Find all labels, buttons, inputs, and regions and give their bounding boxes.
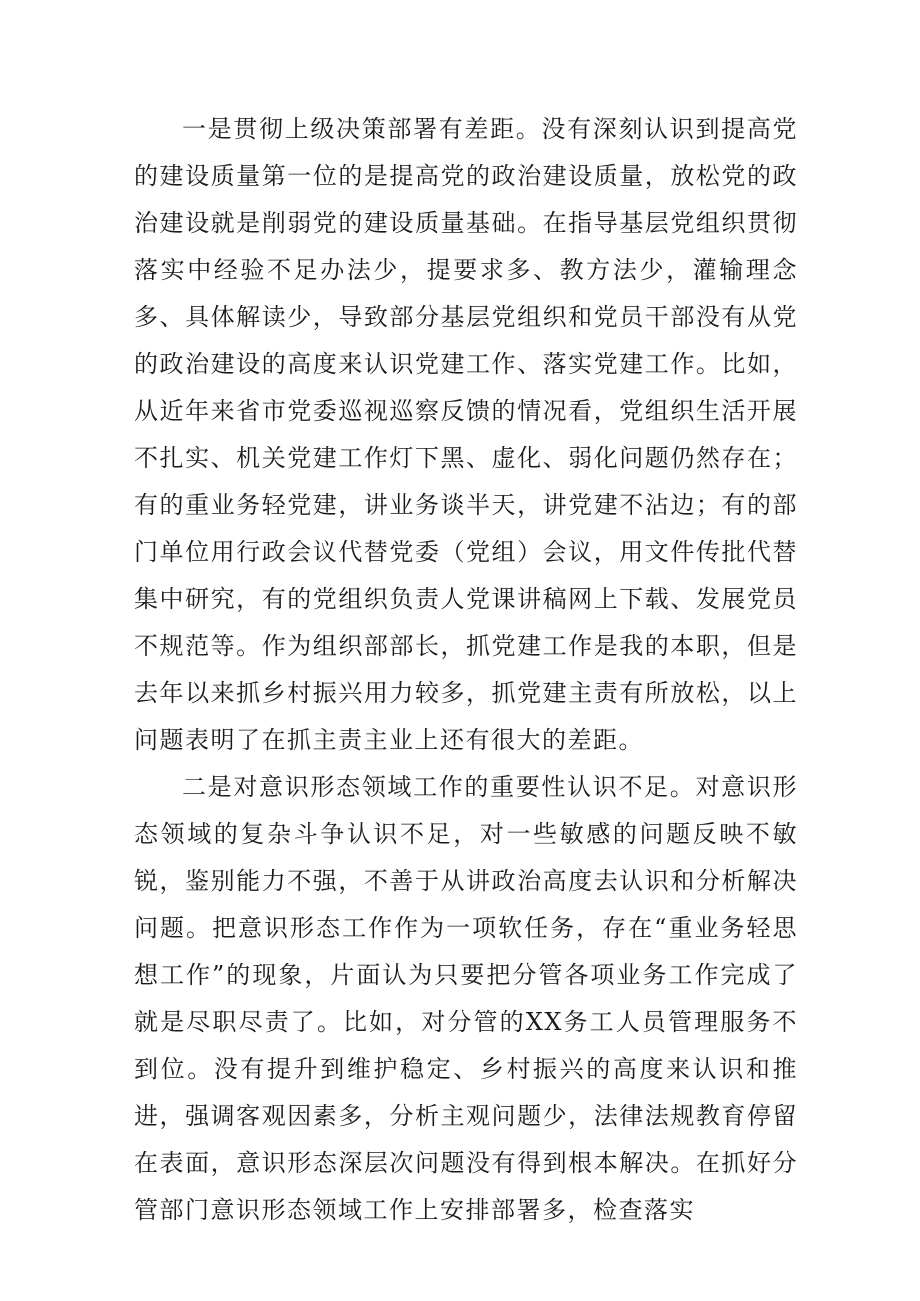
document-body bbox=[134, 106, 798, 1234]
paragraph-2: 二是对意识形态领域工作的重要性认识不足。对意识形态领域的复杂斗争认识不足，对一些敏感的问题反映不敏锐，鉴别能力不强，不善于从讲政治高度去认识和分析解决问题。把意识形态工作作为一项软任务，存在“重业务轻思想工作”的现象，片面认为只要把分管各项业务工作完成了就是尽职尽责了。比如，对分管的XX务工人员管理服务不到位。没有提升到维护稳定、乡村振兴的高度来认识和推进，强调客观因素多，分析主观问题少，法律法规教育停留在表面，意识形态深层次问题没有得到根本解决。在抓好分管部门意识形态领域工作上安排部署多，检查落实 bbox=[134, 773, 798, 1224]
paragraph-1: 一是贯彻上级决策部署有差距。没有深刻认识到提高党的建设质量第一位的是提高党的政治建设质量，放松党的政治建设就是削弱党的建设质量基础。在指导基层党组织贯彻落实中经验不足办法少，提要求多、教方法少，灌输理念多、具体解读少，导致部分基层党组织和党员干部没有从党的政治建设的高度来认识党建工作、落实党建工作。比如，从近年来省市党委巡视巡察反馈的情况看，党组织生活开展不扎实、机关党建工作灯下黑、虚化、弱化问题仍然存在；有的重业务轻党建，讲业务谈半天，讲党建不沾边；有的部门单位用行政会议代替党委（党组）会议，用文件传批代替集中研究，有的党组织负责人党课讲稿网上下载、发展党员不规范等。作为组织部部长，抓党建工作是我的本职，但是去年以来抓乡村振兴用力较多，抓党建主责有所放松，以上问题表明了在抓主责主业上还有很大的差距。 bbox=[134, 115, 798, 754]
